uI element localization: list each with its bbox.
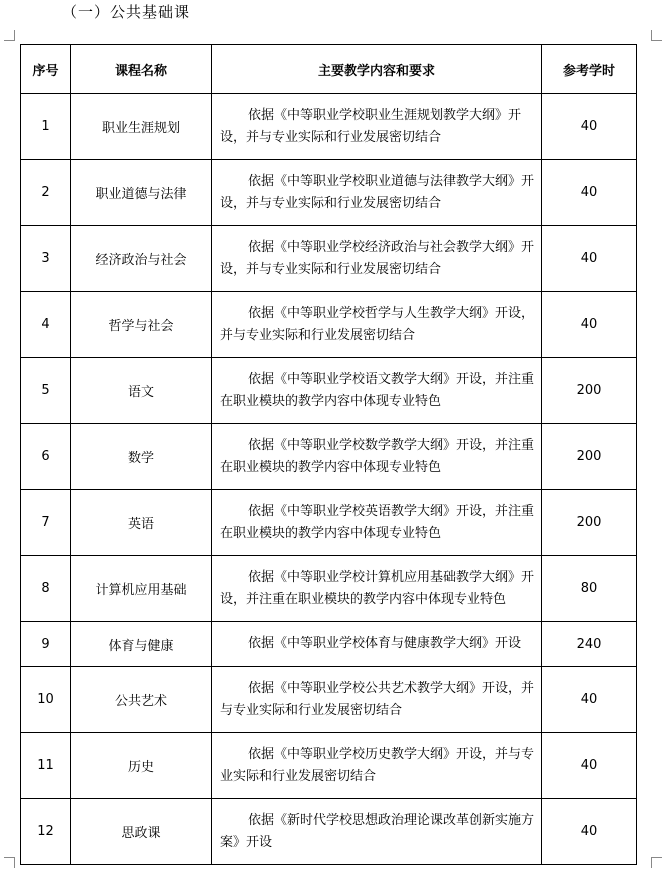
content-text: 依据《中等职业学校体育与健康教学大纲》开设 [248, 636, 522, 651]
table-row [21, 292, 637, 358]
cell-course-name: 英语 [71, 490, 212, 556]
content-text: 依据《中等职业学校哲学与人生教学大纲》开设，并与专业实际和行业发展密切结合 [220, 305, 535, 343]
content-text: 依据《中等职业学校职业生涯规划教学大纲》开设，并与专业实际和行业发展密切结合 [220, 107, 522, 145]
table-row [21, 94, 637, 160]
content-text: 依据《中等职业学校数学教学大纲》开设，并注重在职业模块的教学内容中体现专业特色 [220, 437, 535, 475]
header-content: 主要教学内容和要求 [212, 45, 542, 94]
table-row [21, 556, 637, 622]
cell-index: 11 [21, 733, 71, 799]
cell-hours: 80 [542, 556, 637, 622]
cell-content [212, 490, 542, 556]
table-row [21, 733, 637, 799]
margin-mark-bottom-right [651, 857, 662, 868]
content-text: 依据《新时代学校思想政治理论课改革创新实施方案》开设 [220, 812, 535, 850]
cell-index: 9 [21, 622, 71, 667]
cell-index: 7 [21, 490, 71, 556]
table-row [21, 799, 637, 865]
cell-index: 4 [21, 292, 71, 358]
cell-hours: 200 [542, 358, 637, 424]
margin-mark-top-right [651, 30, 662, 41]
table-row [21, 667, 637, 733]
cell-course-name: 公共艺术 [71, 667, 212, 733]
course-table [20, 44, 637, 865]
cell-hours: 200 [542, 490, 637, 556]
cell-course-name: 计算机应用基础 [71, 556, 212, 622]
cell-content [212, 556, 542, 622]
table-row [21, 358, 637, 424]
margin-mark-top-left [4, 30, 15, 41]
cell-content [212, 424, 542, 490]
cell-index: 2 [21, 160, 71, 226]
cell-content [212, 733, 542, 799]
cell-course-name: 职业生涯规划 [71, 94, 212, 160]
cell-content [212, 226, 542, 292]
cell-course-name: 语文 [71, 358, 212, 424]
cell-content [212, 292, 542, 358]
cell-content [212, 622, 542, 667]
cell-hours: 40 [542, 226, 637, 292]
cell-index: 10 [21, 667, 71, 733]
header-course-name: 课程名称 [71, 45, 212, 94]
cell-course-name: 哲学与社会 [71, 292, 212, 358]
cell-hours: 40 [542, 799, 637, 865]
table-row [21, 160, 637, 226]
header-index: 序号 [21, 45, 71, 94]
content-text: 依据《中等职业学校计算机应用基础教学大纲》开设，并注重在职业模块的教学内容中体现专业特色 [220, 569, 535, 607]
content-text: 依据《中等职业学校职业道德与法律教学大纲》开设，并与专业实际和行业发展密切结合 [220, 173, 535, 211]
cell-course-name: 经济政治与社会 [71, 226, 212, 292]
table-row [21, 490, 637, 556]
cell-course-name: 思政课 [71, 799, 212, 865]
cell-index: 12 [21, 799, 71, 865]
content-text: 依据《中等职业学校历史教学大纲》开设，并与专业实际和行业发展密切结合 [220, 746, 535, 784]
cell-hours: 200 [542, 424, 637, 490]
table-row [21, 226, 637, 292]
cell-content [212, 799, 542, 865]
cell-index: 1 [21, 94, 71, 160]
table-row [21, 424, 637, 490]
cell-content [212, 358, 542, 424]
cell-hours: 40 [542, 292, 637, 358]
cell-course-name: 体育与健康 [71, 622, 212, 667]
section-heading: （一）公共基础课 [62, 3, 191, 21]
cell-course-name: 职业道德与法律 [71, 160, 212, 226]
content-text: 依据《中等职业学校公共艺术教学大纲》开设，并与专业实际和行业发展密切结合 [220, 680, 535, 718]
cell-index: 5 [21, 358, 71, 424]
cell-course-name: 历史 [71, 733, 212, 799]
cell-content [212, 667, 542, 733]
content-text: 依据《中等职业学校英语教学大纲》开设，并注重在职业模块的教学内容中体现专业特色 [220, 503, 535, 541]
cell-hours: 240 [542, 622, 637, 667]
cell-hours: 40 [542, 667, 637, 733]
cell-hours: 40 [542, 733, 637, 799]
cell-index: 6 [21, 424, 71, 490]
cell-hours: 40 [542, 94, 637, 160]
content-text: 依据《中等职业学校语文教学大纲》开设，并注重在职业模块的教学内容中体现专业特色 [220, 371, 535, 409]
header-row [21, 45, 637, 94]
cell-course-name: 数学 [71, 424, 212, 490]
cell-content [212, 94, 542, 160]
margin-mark-bottom-left [4, 857, 15, 868]
cell-index: 8 [21, 556, 71, 622]
cell-index: 3 [21, 226, 71, 292]
cell-content [212, 160, 542, 226]
table-row [21, 622, 637, 667]
cell-hours: 40 [542, 160, 637, 226]
header-hours: 参考学时 [542, 45, 637, 94]
content-text: 依据《中等职业学校经济政治与社会教学大纲》开设，并与专业实际和行业发展密切结合 [220, 239, 535, 277]
